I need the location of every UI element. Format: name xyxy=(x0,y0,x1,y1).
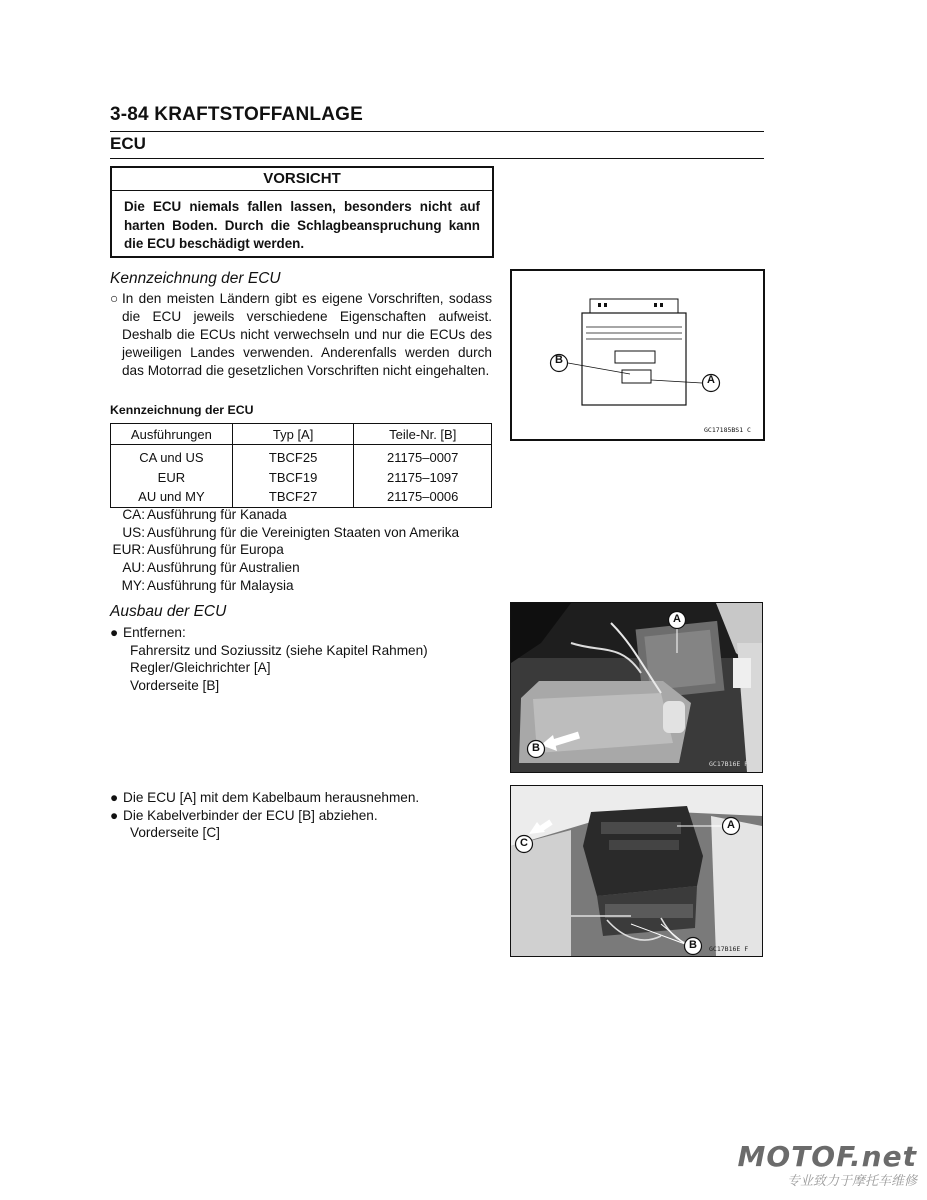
abbr-key: MY: xyxy=(121,577,145,593)
callout-a: A xyxy=(727,819,735,831)
abbreviation-item xyxy=(110,559,459,577)
abbr-value: Ausführung für Australien xyxy=(147,560,300,576)
abbr-key: CA: xyxy=(122,507,145,522)
abbr-key: AU: xyxy=(122,560,145,576)
identification-paragraph xyxy=(110,290,492,380)
caution-box xyxy=(110,166,494,258)
photo-rendering xyxy=(511,603,762,772)
bullet-icon: ● xyxy=(110,625,119,640)
table-row xyxy=(111,445,492,468)
list-item: Fahrersitz und Soziussitz (siehe Kapitel Rahmen) xyxy=(130,642,428,658)
watermark-tagline: 专业致力于摩托车维修 xyxy=(786,1174,917,1189)
watermark-logo: MOTOF.net xyxy=(737,1140,917,1173)
section-rule xyxy=(110,158,764,159)
table-cell: 21175–0007 xyxy=(354,445,492,468)
abbr-key: US: xyxy=(122,524,145,540)
table-cell: CA und US xyxy=(111,445,233,468)
table-header-cell: Ausführungen xyxy=(111,424,233,445)
abbreviation-item xyxy=(110,524,459,542)
callout-b: B xyxy=(532,742,540,754)
list-item: Regler/Gleichrichter [A] xyxy=(130,660,271,675)
removal-heading: Ausbau der ECU xyxy=(110,603,227,620)
step1-items xyxy=(110,642,490,695)
callout-a: A xyxy=(707,374,715,386)
abbreviation-item xyxy=(110,506,459,524)
ecu-table xyxy=(110,423,492,508)
figure-code: GC17B16E P xyxy=(709,760,749,768)
table-row xyxy=(111,468,492,488)
step1-label: Entfernen: xyxy=(123,625,186,640)
caution-text: Die ECU niemals fallen lassen, besonders nicht auf harten Boden. Durch die Schlagbeanspruchung kann die ECU beschädigt werden. xyxy=(124,199,480,251)
abbreviation-item xyxy=(110,577,459,595)
list-item: Vorderseite [B] xyxy=(130,677,220,693)
figure-code: GC17B16E F xyxy=(709,945,749,953)
callout-c: C xyxy=(520,837,528,849)
identification-text: In den meisten Ländern gibt es eigene Vorschriften, sodass die ECU jeweils verschiedene Eigenschaften aufweist. Deshalb die ECUs nicht verwechseln und nur die ECUs des jeweiligen Landes verwenden. Anderenfalls werden durch das Motorrad die gesetzlichen Vorschriften nicht eingehalten. xyxy=(122,291,492,378)
section-title: ECU xyxy=(110,134,146,153)
step3-text: Die Kabelverbinder der ECU [B] abziehen. xyxy=(123,807,378,823)
abbr-value: Ausführung für Europa xyxy=(147,542,284,558)
regulator-photo xyxy=(510,602,763,773)
abbr-value: Ausführung für Malaysia xyxy=(147,577,294,593)
photo-rendering xyxy=(511,786,762,956)
step2-text: Die ECU [A] mit dem Kabelbaum herausnehmen. xyxy=(123,790,420,805)
abbr-value: Ausführung für die Vereinigten Staaten von Amerika xyxy=(147,524,460,540)
chapter-title: 3-84 KRAFTSTOFFANLAGE xyxy=(110,104,363,125)
removal-step-1 xyxy=(110,624,490,694)
abbr-value: Ausführung für Kanada xyxy=(147,507,287,522)
abbreviation-item xyxy=(110,541,459,559)
table-caption: Kennzeichnung der ECU xyxy=(110,403,254,417)
table-cell: TBCF25 xyxy=(232,445,354,468)
table-cell: 21175–1097 xyxy=(354,468,492,488)
circle-bullet-icon: ○ xyxy=(110,291,119,306)
table-header-cell: Typ [A] xyxy=(232,424,354,445)
callout-b: B xyxy=(689,939,697,951)
identification-heading: Kennzeichnung der ECU xyxy=(110,270,281,287)
ecu-connector-photo xyxy=(510,785,763,957)
table-cell: TBCF27 xyxy=(232,487,354,507)
ecu-label-figure xyxy=(510,269,765,441)
table-cell: EUR xyxy=(111,468,233,488)
table-cell: AU und MY xyxy=(111,487,233,507)
table-cell: TBCF19 xyxy=(232,468,354,488)
abbreviation-list xyxy=(110,506,459,595)
callout-a: A xyxy=(673,613,681,625)
abbr-key: EUR: xyxy=(112,542,145,558)
figure-code: GC17185BS1 C xyxy=(704,426,751,434)
step3-sub: Vorderseite [C] xyxy=(130,825,220,840)
removal-steps-2-3 xyxy=(110,789,490,842)
table-header-cell: Teile-Nr. [B] xyxy=(354,424,492,445)
table-row xyxy=(111,487,492,507)
table-cell: 21175–0006 xyxy=(354,487,492,507)
caution-title: VORSICHT xyxy=(112,168,492,191)
ecu-diagram xyxy=(512,271,763,439)
bullet-icon: ● xyxy=(110,790,119,805)
header-rule xyxy=(110,131,764,132)
watermark xyxy=(738,1140,917,1189)
bullet-icon: ● xyxy=(110,807,119,823)
callout-b: B xyxy=(555,354,563,366)
table-header-row xyxy=(111,424,492,445)
